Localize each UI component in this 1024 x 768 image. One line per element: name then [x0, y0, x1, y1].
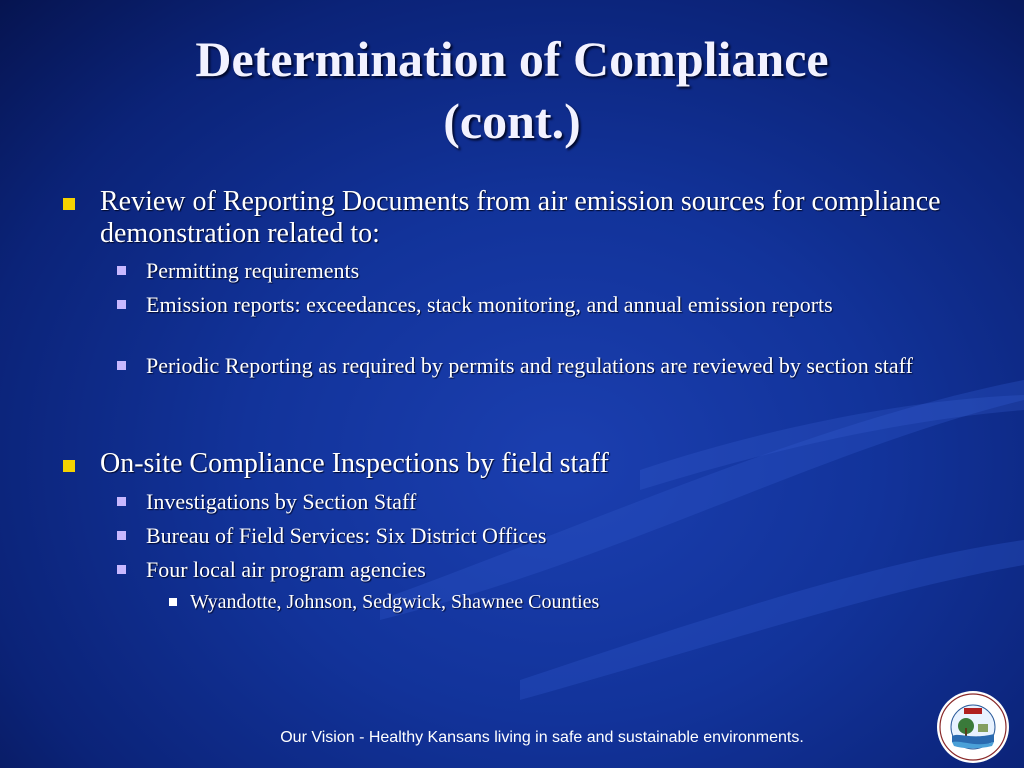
square-bullet-icon [117, 531, 126, 540]
sub-bullet-text: Permitting requirements [146, 258, 360, 283]
square-bullet-icon [117, 565, 126, 574]
sub-bullet-item [146, 291, 976, 318]
sub-bullet-text: Investigations by Section Staff [146, 489, 417, 514]
square-bullet-icon [117, 497, 126, 506]
sub-bullet-item [146, 257, 976, 284]
slide-title [0, 28, 1024, 152]
sub-bullet-text: Bureau of Field Services: Six District Offices [146, 523, 547, 548]
title-line-2: (cont.) [443, 93, 581, 149]
square-bullet-icon [117, 266, 126, 275]
sub-bullet-item [146, 488, 976, 515]
title-line-1: Determination of Compliance [195, 31, 829, 87]
square-bullet-icon [169, 598, 177, 606]
square-bullet-icon [117, 361, 126, 370]
sub-bullet-text: Emission reports: exceedances, stack monitoring, and annual emission reports [146, 292, 833, 317]
bullet-item-1 [100, 186, 980, 250]
footer-vision-text: Our Vision - Healthy Kansans living in safe and sustainable environments. [280, 729, 804, 746]
sub-sub-bullet-text: Wyandotte, Johnson, Sedgwick, Shawnee Counties [190, 591, 600, 613]
sub-bullet-text: Periodic Reporting as required by permits and regulations are reviewed by section staff [146, 353, 913, 378]
square-bullet-icon [117, 300, 126, 309]
sub-bullet-item [146, 352, 976, 379]
square-bullet-icon [63, 460, 75, 472]
sub-bullet-text: Four local air program agencies [146, 557, 426, 582]
bullet-text-2: On-site Compliance Inspections by field staff [100, 448, 609, 479]
sub-bullet-item [146, 556, 976, 583]
kdhe-seal-icon [936, 690, 1010, 764]
sub-bullet-item [146, 522, 976, 549]
square-bullet-icon [63, 198, 75, 210]
sub-sub-bullet-item [190, 590, 970, 614]
bullet-item-2 [100, 448, 980, 480]
bullet-text-1: Review of Reporting Documents from air emission sources for compliance demonstration related to: [100, 186, 941, 249]
